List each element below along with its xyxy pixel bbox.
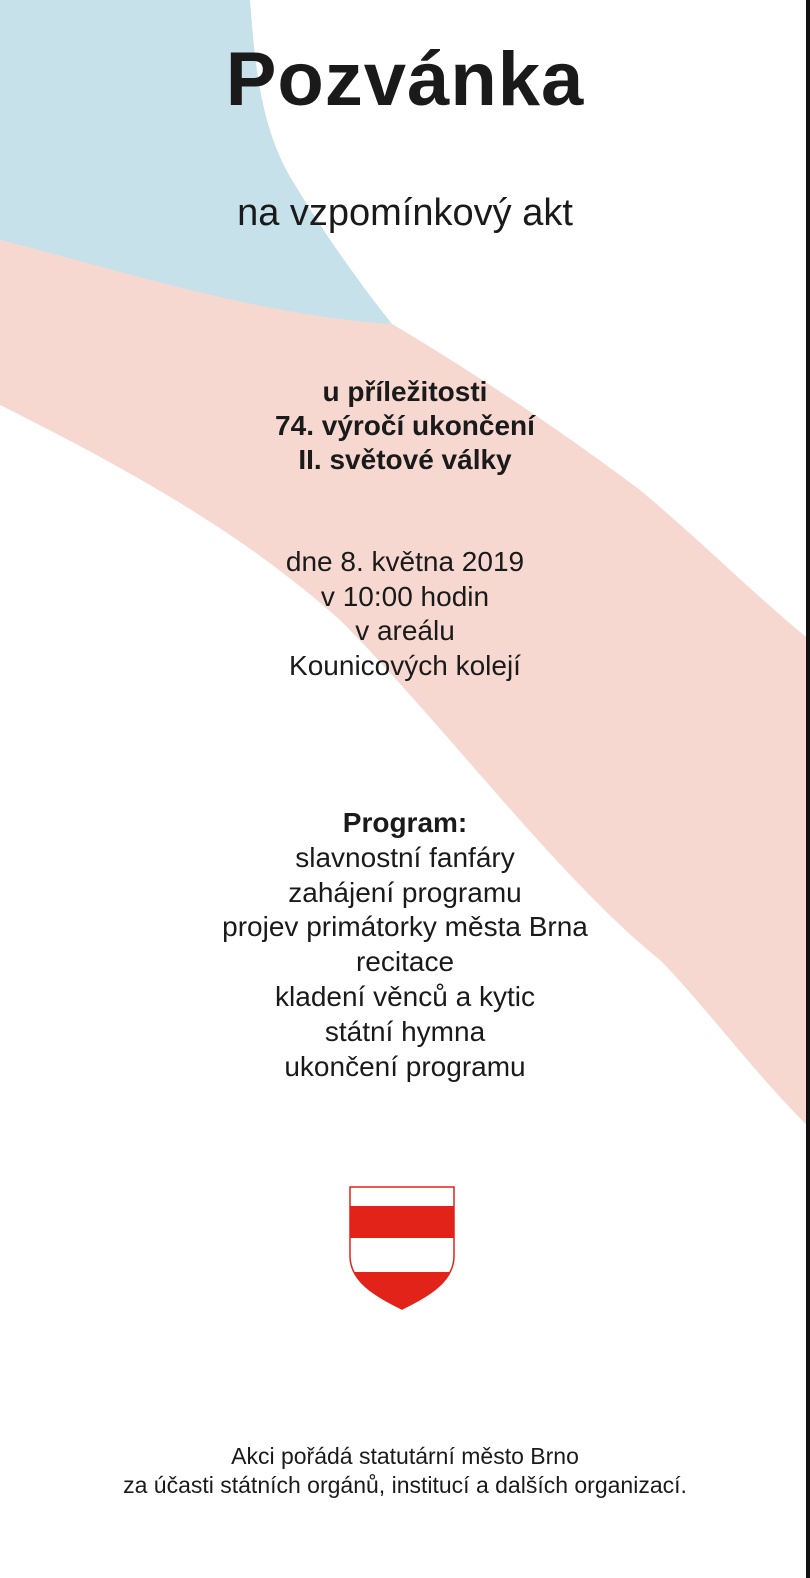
- event-date: dne 8. května 2019: [285, 546, 525, 577]
- brno-coat-of-arms-icon: [349, 1186, 455, 1310]
- page-title: Pozvánka: [225, 37, 585, 122]
- program-item: kladení věnců a kytic: [275, 980, 535, 1012]
- event-place-line: v areálu: [355, 615, 455, 646]
- program-item: projev primátorky města Brna: [222, 911, 588, 943]
- program-item: zahájení programu: [288, 876, 522, 908]
- crest-stripe: [349, 1206, 455, 1238]
- page-border: [806, 0, 810, 1578]
- event-time: v 10:00 hodin: [320, 580, 490, 612]
- program-heading: Program:: [342, 807, 468, 838]
- footer-line: za účasti státních orgánů, institucí a dalších organizací.: [123, 1472, 687, 1498]
- program-item: ukončení programu: [284, 1050, 526, 1082]
- program-block: [0, 806, 810, 1084]
- occasion-line: II. světové války: [298, 444, 512, 475]
- subtitle: na vzpomínkový akt: [237, 192, 573, 234]
- organizer-note: [0, 1442, 810, 1500]
- occasion-line: u příležitosti: [322, 376, 488, 407]
- event-place-line: Kounicových kolejí: [289, 649, 521, 681]
- event-details: [0, 545, 810, 683]
- program-item: slavnostní fanfáry: [295, 841, 515, 873]
- occasion-line: 74. výročí ukončení: [275, 410, 535, 441]
- program-item: recitace: [355, 946, 455, 978]
- footer-line: Akci pořádá statutární město Brno: [231, 1443, 579, 1469]
- occasion-block: [0, 375, 810, 477]
- program-item: státní hymna: [324, 1015, 486, 1047]
- crest-stripe: [349, 1272, 455, 1310]
